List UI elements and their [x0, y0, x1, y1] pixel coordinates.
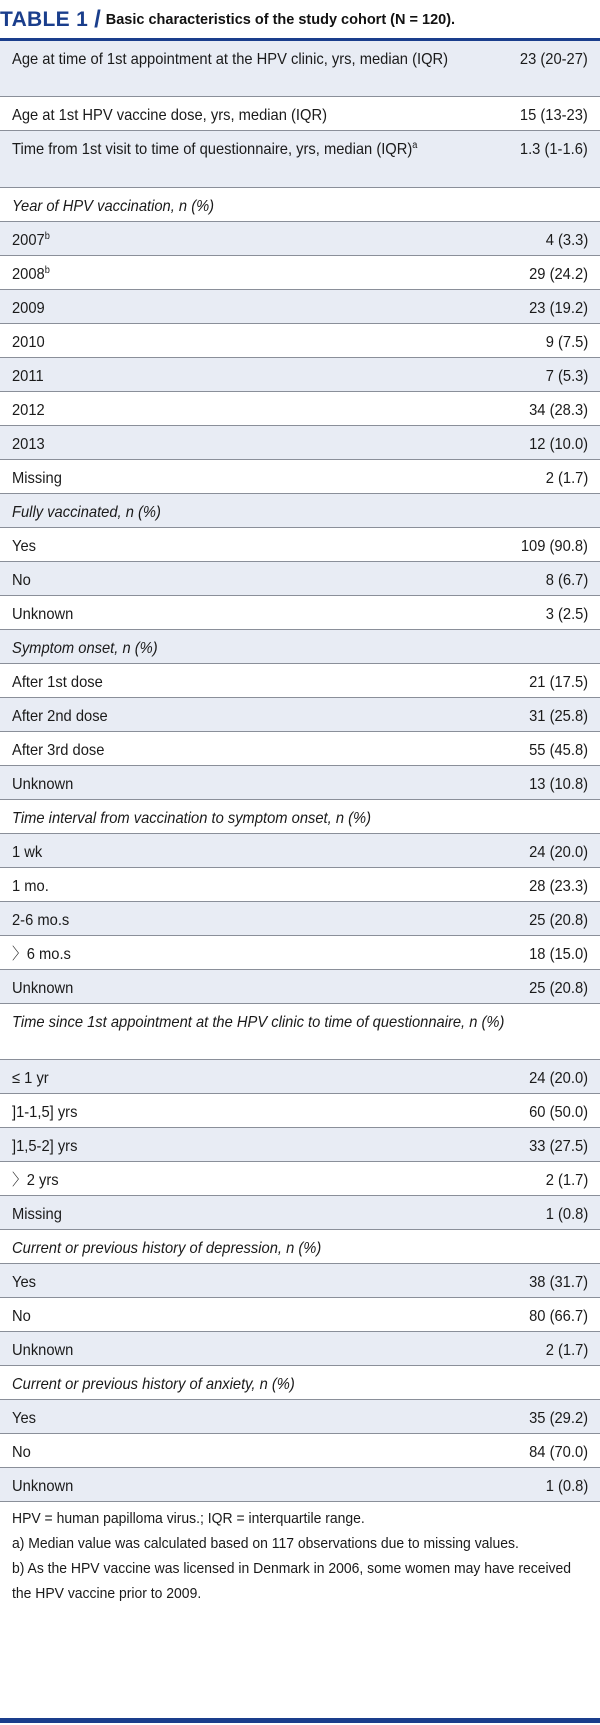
category-header-row — [0, 1230, 600, 1264]
row-label: After 2nd dose — [12, 708, 108, 725]
row-label: 2012 — [12, 402, 45, 419]
row-value: 38 (31.7) — [529, 1274, 588, 1291]
category-label: Current or previous history of depression, n (%) — [12, 1240, 322, 1257]
footnote-marker: a — [412, 140, 418, 151]
category-header-row — [0, 1366, 600, 1400]
row-label: 2011 — [12, 368, 44, 385]
row-label: Unknown — [12, 1342, 74, 1359]
row-label: ≤ 1 yr — [12, 1070, 49, 1087]
category-label: Fully vaccinated, n (%) — [12, 504, 161, 521]
table-row — [0, 1298, 600, 1332]
row-value: 15 (13-23) — [520, 107, 588, 124]
row-label: Yes — [12, 1410, 37, 1427]
row-label: No — [12, 1444, 31, 1461]
category-label: Current or previous history of anxiety, n (%) — [12, 1376, 295, 1393]
row-value: 21 (17.5) — [529, 674, 588, 691]
table-row — [0, 460, 600, 494]
row-label: 2009 — [12, 300, 45, 317]
table-row — [0, 732, 600, 766]
table-row — [0, 97, 600, 131]
table-row — [0, 596, 600, 630]
table-row — [0, 698, 600, 732]
row-label: Missing — [12, 1206, 62, 1223]
row-value: 60 (50.0) — [529, 1104, 588, 1121]
category-label: Time since 1st appointment at the HPV clinic to time of questionnaire, n (%) — [12, 1014, 505, 1031]
category-header-row — [0, 494, 600, 528]
row-label: 〉2 yrs — [12, 1172, 59, 1189]
row-label: Unknown — [12, 980, 74, 997]
row-label: Missing — [12, 470, 62, 487]
row-label: After 1st dose — [12, 674, 103, 691]
row-label: No — [12, 1308, 31, 1325]
row-label: 2-6 mo.s — [12, 912, 70, 929]
table-row — [0, 936, 600, 970]
table-row — [0, 1434, 600, 1468]
table-row — [0, 358, 600, 392]
row-label: Yes — [12, 538, 37, 555]
row-label: Unknown — [12, 1478, 74, 1495]
footnote-marker: b — [44, 265, 50, 276]
table-number: TABLE 1 — [0, 8, 89, 31]
row-value: 24 (20.0) — [529, 844, 588, 861]
row-value: 55 (45.8) — [529, 742, 588, 759]
row-value: 28 (23.3) — [529, 878, 588, 895]
category-label: Time interval from vaccination to symptom onset, n (%) — [12, 810, 372, 827]
row-label: No — [12, 572, 31, 589]
row-label: Age at 1st HPV vaccine dose, yrs, median (IQR) — [12, 107, 327, 124]
table-row — [0, 256, 600, 290]
row-value: 9 (7.5) — [545, 334, 588, 351]
table-row — [0, 1400, 600, 1434]
row-value: 31 (25.8) — [529, 708, 588, 725]
bottom-rule — [0, 1718, 600, 1723]
row-label: 2007$^b$ — [12, 231, 50, 249]
row-label: 1 wk — [12, 844, 43, 861]
table-row — [0, 131, 600, 188]
table-row — [0, 834, 600, 868]
category-header-row — [0, 630, 600, 664]
row-value: 35 (29.2) — [529, 1410, 588, 1427]
row-label: Age at time of 1st appointment at the HPV clinic, yrs, median (IQR) — [12, 51, 449, 68]
row-value: 2 (1.7) — [545, 1342, 588, 1359]
row-value: 23 (20-27) — [520, 51, 588, 68]
table-row — [0, 392, 600, 426]
table-row — [0, 222, 600, 256]
row-label: 1 mo. — [12, 878, 49, 895]
category-label: Symptom onset, n (%) — [12, 640, 158, 657]
row-label: 2008$^b$ — [12, 265, 50, 283]
category-header-row — [0, 800, 600, 834]
table-row — [0, 1468, 600, 1502]
category-header-row — [0, 188, 600, 222]
table-row — [0, 664, 600, 698]
table-row — [0, 766, 600, 800]
table-row — [0, 324, 600, 358]
row-label: 2010 — [12, 334, 45, 351]
row-value: 1.3 (1-1.6) — [520, 141, 588, 158]
row-value: 29 (24.2) — [529, 266, 588, 283]
row-value: 18 (15.0) — [529, 946, 588, 963]
row-value: 3 (2.5) — [545, 606, 588, 623]
table-caption: Basic characteristics of the study cohort (N = 120). — [105, 12, 456, 28]
row-label: Time from 1st visit to time of questionnaire, yrs, median (IQR)$^a$ — [12, 140, 418, 158]
footnote-b: b) As the HPV vaccine was licensed in Denmark in 2006, some women may have received the HPV vaccine prior to 2009. — [12, 1560, 572, 1602]
row-value: 8 (6.7) — [545, 572, 588, 589]
row-label: 2013 — [12, 436, 45, 453]
table-row — [0, 1094, 600, 1128]
category-label: Year of HPV vaccination, n (%) — [12, 198, 215, 215]
title-slash: / — [94, 6, 101, 33]
row-value: 2 (1.7) — [545, 1172, 588, 1189]
footnote-marker: b — [44, 231, 50, 242]
table-row — [0, 1060, 600, 1094]
row-value: 12 (10.0) — [529, 436, 588, 453]
row-label: ]1,5-2] yrs — [12, 1138, 78, 1155]
row-value: 13 (10.8) — [529, 776, 588, 793]
table-row — [0, 41, 600, 97]
table-row — [0, 426, 600, 460]
row-value: 1 (0.8) — [545, 1478, 588, 1495]
table-row — [0, 1128, 600, 1162]
row-value: 34 (28.3) — [529, 402, 588, 419]
table-row — [0, 970, 600, 1004]
row-label: Unknown — [12, 776, 74, 793]
row-value: 1 (0.8) — [545, 1206, 588, 1223]
row-value: 25 (20.8) — [529, 980, 588, 997]
table-row — [0, 868, 600, 902]
table-footnotes — [0, 1502, 600, 1606]
row-value: 25 (20.8) — [529, 912, 588, 929]
row-value: 7 (5.3) — [545, 368, 588, 385]
row-value: 2 (1.7) — [545, 470, 588, 487]
table-row — [0, 1196, 600, 1230]
table-row — [0, 528, 600, 562]
table-row — [0, 562, 600, 596]
row-value: 24 (20.0) — [529, 1070, 588, 1087]
table-row — [0, 290, 600, 324]
row-value: 33 (27.5) — [529, 1138, 588, 1155]
table-row — [0, 1332, 600, 1366]
row-value: 84 (70.0) — [529, 1444, 588, 1461]
table-title — [0, 0, 600, 38]
row-label: 〉6 mo.s — [12, 946, 71, 963]
row-value: 23 (19.2) — [529, 300, 588, 317]
table-row — [0, 1162, 600, 1196]
table-row — [0, 902, 600, 936]
row-label: After 3rd dose — [12, 742, 105, 759]
category-header-row — [0, 1004, 600, 1060]
row-label: Unknown — [12, 606, 74, 623]
footnote-a: a) Median value was calculated based on 117 observations due to missing values. — [12, 1535, 519, 1552]
row-value: 4 (3.3) — [545, 232, 588, 249]
row-label: Yes — [12, 1274, 37, 1291]
table-row — [0, 1264, 600, 1298]
characteristics-table — [0, 38, 600, 1502]
row-label: ]1-1,5] yrs — [12, 1104, 78, 1121]
row-value: 109 (90.8) — [520, 538, 588, 555]
footnote-abbreviations: HPV = human papilloma virus.; IQR = interquartile range. — [12, 1510, 365, 1527]
row-value: 80 (66.7) — [529, 1308, 588, 1325]
